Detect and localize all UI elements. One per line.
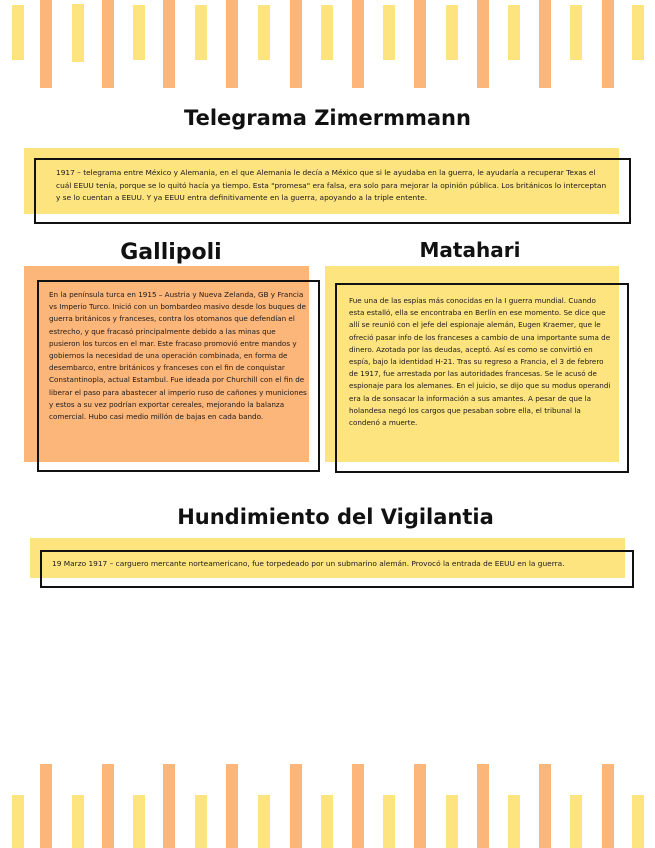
top-stripe <box>570 5 582 60</box>
top-stripe <box>40 0 52 88</box>
bottom-stripe <box>226 764 238 848</box>
telegrama-text: 1917 – telegrama entre México y Alemania, en el que Alemania le decía a México que si le ayudaba en la guerra, le ayudaría a recuperar Texas el cuál EEUU tenía, porque se lo quitó hacía ya tiempo. Esta "promesa" era falsa, era solo para mejorar la opinión pública. Los británicos lo interceptan y se lo cuentan a EEUU. Y ya EEUU entra definitivamente en la guerra, apoyando a la triple entente. <box>56 168 607 203</box>
top-stripe <box>258 5 270 60</box>
bottom-stripe <box>632 795 644 848</box>
bottom-stripe <box>602 764 614 848</box>
vigilantia-text: 19 Marzo 1917 – carguero mercante norteamericano, fue torpedeado por un submarino alemán. Provocó la entrada de EEUU en la guerra. <box>52 559 565 568</box>
bottom-stripe <box>290 764 302 848</box>
vigilantia-title: Hundimiento del Vigilantia <box>177 505 494 529</box>
bottom-stripe <box>40 764 52 848</box>
matahari-title: Matahari <box>419 238 521 262</box>
top-stripe <box>477 0 489 88</box>
bottom-stripe <box>102 764 114 848</box>
top-stripe <box>632 5 644 60</box>
telegrama-title: Telegrama Zimermmann <box>184 106 471 130</box>
top-stripe <box>321 5 333 60</box>
bottom-stripe <box>163 764 175 848</box>
bottom-stripe <box>383 795 395 848</box>
gallipoli-card <box>24 266 321 474</box>
top-stripe <box>72 4 84 62</box>
bottom-stripe <box>195 795 207 848</box>
top-stripe <box>383 5 395 60</box>
bottom-stripe <box>352 764 364 848</box>
bottom-stripe <box>508 795 520 848</box>
top-stripe <box>102 0 114 88</box>
vigilantia-card <box>30 538 636 590</box>
bottom-stripe <box>570 795 582 848</box>
bottom-stripe <box>539 764 551 848</box>
matahari-card <box>325 266 630 474</box>
gallipoli-text: En la península turca en 1915 – Austria y Nueva Zelanda, GB y Francia vs Imperio Turco. Inició con un bombardeo masivo desde los buques de guerra británicos y franceses, contra los otomanos que defendían el estrecho, y que fracasó principalmente debido a las minas que pusieron los turcos en el mar. Este fracaso promovió entre mandos y gobiernos la necesidad de una operación combinada, en forma de desembarco, entre británicos y franceses con el fin de conquistar Constantinopla, actual Estambul. Fue ideada por Churchill con el fin de liberar el paso para abastecer al imperio ruso de cañones y municiones y estos a su vez podrían exportar cereales, mejorando la balanza comercial. Hubo casi medio millón de bajas en cada bando. <box>49 290 307 422</box>
bottom-stripe <box>258 795 270 848</box>
bottom-stripe <box>12 795 24 848</box>
top-stripe <box>12 5 24 60</box>
bottom-stripe <box>477 764 489 848</box>
bottom-stripe-banner <box>0 760 655 848</box>
gallipoli-title: Gallipoli <box>120 240 222 265</box>
top-stripe <box>539 0 551 88</box>
top-stripe <box>414 0 426 88</box>
top-stripe <box>352 0 364 88</box>
bottom-stripe <box>133 795 145 848</box>
bottom-stripe <box>446 795 458 848</box>
top-stripe <box>133 5 145 60</box>
top-stripe <box>195 5 207 60</box>
top-stripe <box>508 5 520 60</box>
bottom-stripe <box>321 795 333 848</box>
telegrama-card <box>24 148 632 228</box>
top-stripe <box>602 0 614 88</box>
top-stripe-banner <box>0 0 655 95</box>
top-stripe <box>446 5 458 60</box>
top-stripe <box>226 0 238 88</box>
matahari-text: Fue una de las espías más conocidas en la I guerra mundial. Cuando esta estalló, ella se encontraba en Berlín en ese momento. Se dice que allí se reunió con el jefe del espionaje alemán, Eugen Kraemer, que le ofreció pasar info de los franceses a cambio de una importante suma de dinero. Azotada por las deudas, aceptó. Así es como se convirtió en espía, bajo la identidad H-21. Tras su regreso a Francia, el 3 de febrero de 1917, fue arrestada por las autoridades francesas. Se le acusó de espionaje para los alemanes. En el juicio, se dijo que su modus operandi era la de sonsacar la información a sus amantes. A pesar de que la holandesa negó los cargos que pesaban sobre ella, el tribunal la condenó a muerte. <box>349 296 611 428</box>
top-stripe <box>163 0 175 88</box>
bottom-stripe <box>72 795 84 848</box>
bottom-stripe <box>414 764 426 848</box>
top-stripe <box>290 0 302 88</box>
